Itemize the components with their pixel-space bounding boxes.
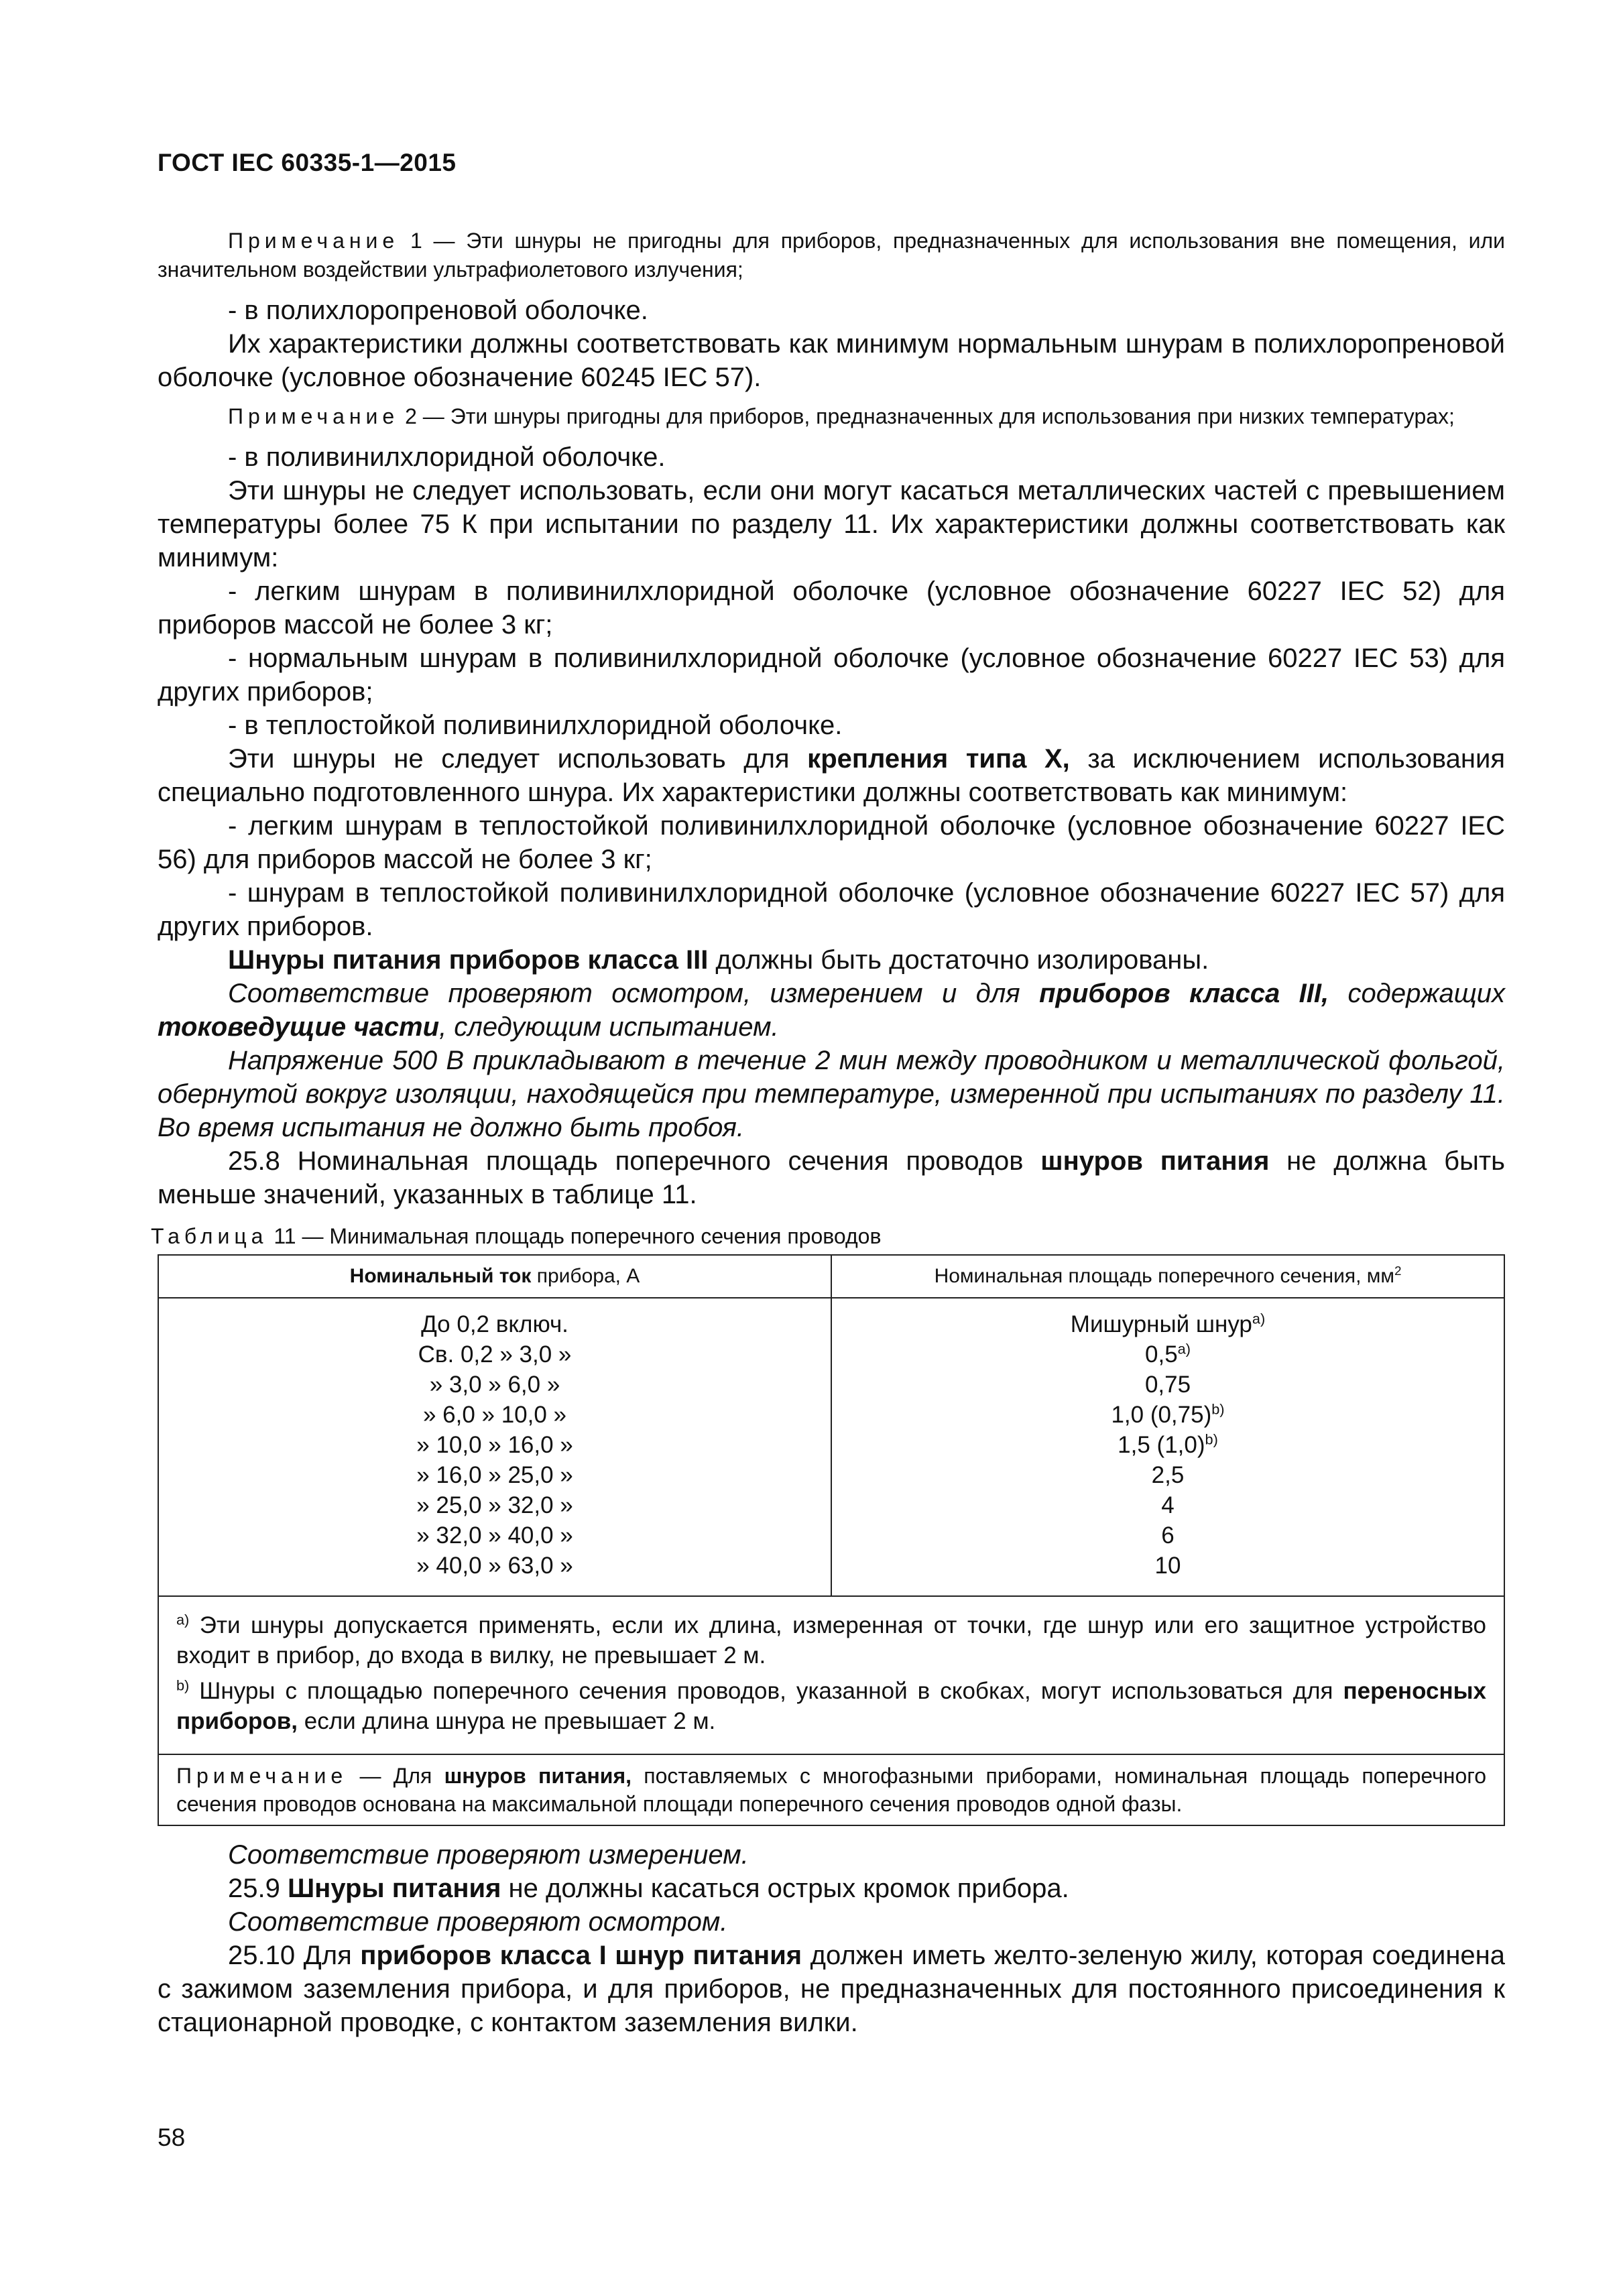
clause-25-8-c: не должна быть меньше значений, указанных в таблице 11. <box>158 1146 1505 1209</box>
area-text: 10 <box>1154 1553 1181 1579</box>
header-current-rest: прибора, А <box>531 1265 640 1287</box>
clause-25-9-c: не должны касаться острых кромок прибора. <box>501 1874 1069 1903</box>
check-paragraph <box>158 977 1505 1044</box>
footnote-b <box>176 1676 1486 1736</box>
note-2-label: Примечание <box>228 404 400 428</box>
note-1-text: 1 — Эти шнуры не пригодны для приборов, предназначенных для использования вне помещения, или значительном воздействии ультрафиолетового излучения; <box>158 229 1505 282</box>
area-value <box>832 1370 1504 1400</box>
table-body-row <box>158 1298 1504 1596</box>
area-text: 2,5 <box>1151 1462 1185 1488</box>
note-1 <box>158 227 1505 284</box>
table-note-bold: шнуров питания, <box>444 1764 632 1788</box>
area-text: 4 <box>1161 1492 1175 1518</box>
area-value <box>832 1520 1504 1551</box>
class3-rest: должны быть достаточно изолированы. <box>708 945 1209 975</box>
area-value <box>832 1309 1504 1339</box>
header-current <box>158 1255 831 1298</box>
page-number: 58 <box>158 2124 186 2151</box>
table-caption-label: Таблица <box>151 1224 268 1248</box>
check-e: , следующим испытанием. <box>439 1012 779 1042</box>
table-footnotes <box>158 1596 1504 1754</box>
table-note-label: Примечание <box>176 1764 348 1788</box>
clause-25-9-a: 25.9 <box>228 1874 288 1903</box>
clause-25-10-a: 25.10 Для <box>228 1941 361 1970</box>
document-header: ГОСТ IEC 60335-1—2015 <box>158 149 457 176</box>
area-value <box>832 1490 1504 1520</box>
area-column <box>831 1298 1504 1596</box>
area-text: 1,5 (1,0) <box>1118 1432 1205 1458</box>
voltage-test: Напряжение 500 В прикладывают в течение 2 мин между проводником и металлической фольгой, обернутой вокруг изоляции, находящейся при температуре, измеренной при испытаниях по разделу 11. Во время испытания не должно быть пробоя. <box>158 1046 1505 1142</box>
clause-25-8 <box>158 1144 1505 1211</box>
footnote-a <box>176 1610 1486 1671</box>
clause-25-10 <box>158 1939 1505 2039</box>
class3-bold: Шнуры питания приборов класса III <box>228 945 709 975</box>
table-caption <box>151 1222 1505 1250</box>
clause-25-10-b: приборов класса I шнур питания <box>360 1941 802 1970</box>
pvc-light: - легким шнурам в поливинилхлоридной оболочке (условное обозначение 60227 IEC 52) для приборов массой не более 3 кг; <box>158 577 1506 640</box>
item-polychloroprene: - в полихлоропреновой оболочке. <box>228 296 648 325</box>
footnote-b-mark: b) <box>176 1677 190 1694</box>
clause-25-9-b: Шнуры питания <box>287 1874 501 1903</box>
heat-intro-c: за исключением использования специально подготовленного шнура. Их характеристики должны соответствовать как минимум: <box>158 744 1505 807</box>
current-value: » 40,0 » 63,0 » <box>416 1553 573 1579</box>
note-2-text: 2 — Эти шнуры пригодны для приборов, предназначенных для использования при низких температурах; <box>399 404 1455 428</box>
current-value: » 10,0 » 16,0 » <box>416 1432 573 1458</box>
current-value: » 3,0 » 6,0 » <box>429 1372 560 1398</box>
area-text: 0,5 <box>1145 1341 1178 1368</box>
pvc-normal: - нормальным шнурам в поливинилхлоридной оболочке (условное обозначение 60227 IEC 53) для других приборов; <box>158 644 1506 707</box>
text-polychloroprene: Их характеристики должны соответствовать как минимум нормальным шнурам в полихлоропреновой оболочке (условное обозначение 60245 IEC 57). <box>158 329 1505 392</box>
note-2 <box>158 402 1505 431</box>
header-area-sup: 2 <box>1394 1264 1402 1278</box>
current-value: » 16,0 » 25,0 » <box>416 1462 573 1488</box>
table-note-row <box>158 1754 1504 1825</box>
current-value: Св. 0,2 » 3,0 » <box>418 1341 572 1368</box>
check-measure: Соответствие проверяют измерением. <box>228 1840 749 1870</box>
current-value: До 0,2 включ. <box>421 1311 568 1337</box>
clause-25-8-b: шнуров питания <box>1040 1146 1270 1176</box>
table-11 <box>158 1254 1505 1826</box>
table-caption-text: 11 — Минимальная площадь поперечного сечения проводов <box>267 1224 882 1248</box>
area-value <box>832 1551 1504 1581</box>
table-note <box>158 1754 1504 1825</box>
heat-intro <box>158 742 1505 809</box>
header-current-bold: Номинальный ток <box>349 1265 532 1287</box>
area-value <box>832 1339 1504 1370</box>
area-value <box>832 1460 1504 1490</box>
check-d: токоведущие части <box>158 1012 440 1042</box>
table-note-a: — Для <box>347 1764 444 1788</box>
header-area <box>831 1255 1504 1298</box>
footnote-mark: b) <box>1211 1400 1225 1418</box>
current-value: » 32,0 » 40,0 » <box>416 1522 573 1549</box>
area-text: 0,75 <box>1144 1372 1191 1398</box>
header-area-text: Номинальная площадь поперечного сечения, мм <box>934 1265 1395 1287</box>
footnote-a-mark: a) <box>176 1611 190 1628</box>
check-c: содержащих <box>1329 979 1505 1008</box>
footnote-a-text: Эти шнуры допускается применять, если их длина, измеренная от точки, где шнур или его защитное устройство входит в прибор, до входа в вилку, не превышает 2 м. <box>176 1612 1486 1669</box>
table-header-row <box>158 1255 1504 1298</box>
area-text: 1,0 (0,75) <box>1111 1402 1212 1428</box>
footnote-b-text: Шнуры с площадью поперечного сечения проводов, указанной в скобках, могут использоваться для <box>189 1678 1343 1704</box>
class3-paragraph <box>158 943 1505 977</box>
text-pvc: Эти шнуры не следует использовать, если они могут касаться металлических частей с превышением температуры более 75 К при испытании по разделу 11. Их характеристики должны соответствовать как минимум: <box>158 476 1505 572</box>
footnote-mark: a) <box>1252 1310 1266 1327</box>
current-column <box>158 1298 831 1596</box>
clause-25-10-c: должен иметь желто-зеленую жилу, которая соединена с зажимом заземления прибора, и для приборов, не предназначенных для постоянного присоединения к стационарной проводке, с контактом заземления вилки. <box>158 1941 1505 2037</box>
clause-25-9 <box>158 1872 1505 1905</box>
area-text: 6 <box>1161 1522 1175 1549</box>
footnote-b-rest: если длина шнура не превышает 2 м. <box>298 1708 716 1734</box>
note-1-label: Примечание <box>228 229 400 253</box>
footnote-mark: a) <box>1177 1340 1191 1357</box>
table-footnotes-row <box>158 1596 1504 1754</box>
area-value <box>832 1430 1504 1460</box>
item-heat: - в теплостойкой поливинилхлоридной оболочке. <box>228 711 843 740</box>
table-note-rest: поставляемых с многофазными приборами, номинальная площадь поперечного сечения проводов основана на максимальной площади поперечного сечения проводов одной фазы. <box>176 1764 1487 1816</box>
heat-intro-b: крепления типа X, <box>807 744 1070 774</box>
heat-light: - легким шнурам в теплостойкой поливинилхлоридной оболочке (условное обозначение 60227 IEC 56) для приборов массой не более 3 кг; <box>158 811 1505 874</box>
current-value: » 25,0 » 32,0 » <box>416 1492 573 1518</box>
document-body <box>151 227 1506 2039</box>
current-value: » 6,0 » 10,0 » <box>422 1402 567 1428</box>
check-inspect: Соответствие проверяют осмотром. <box>228 1907 728 1937</box>
footnote-mark: b) <box>1205 1431 1218 1448</box>
check-a: Соответствие проверяют осмотром, измерением и для <box>228 979 1040 1008</box>
area-value <box>832 1400 1504 1430</box>
check-b: приборов класса III, <box>1039 979 1329 1008</box>
area-text: Мишурный шнур <box>1070 1311 1252 1337</box>
footnote-b-bold: переносных приборов, <box>176 1678 1486 1734</box>
heat-other: - шнурам в теплостойкой поливинилхлоридной оболочке (условное обозначение 60227 IEC 57) для других приборов. <box>158 878 1505 941</box>
heat-intro-a: Эти шнуры не следует использовать для <box>228 744 808 774</box>
clause-25-8-a: 25.8 Номинальная площадь поперечного сечения проводов <box>228 1146 1041 1176</box>
item-pvc: - в поливинилхлоридной оболочке. <box>228 442 666 472</box>
